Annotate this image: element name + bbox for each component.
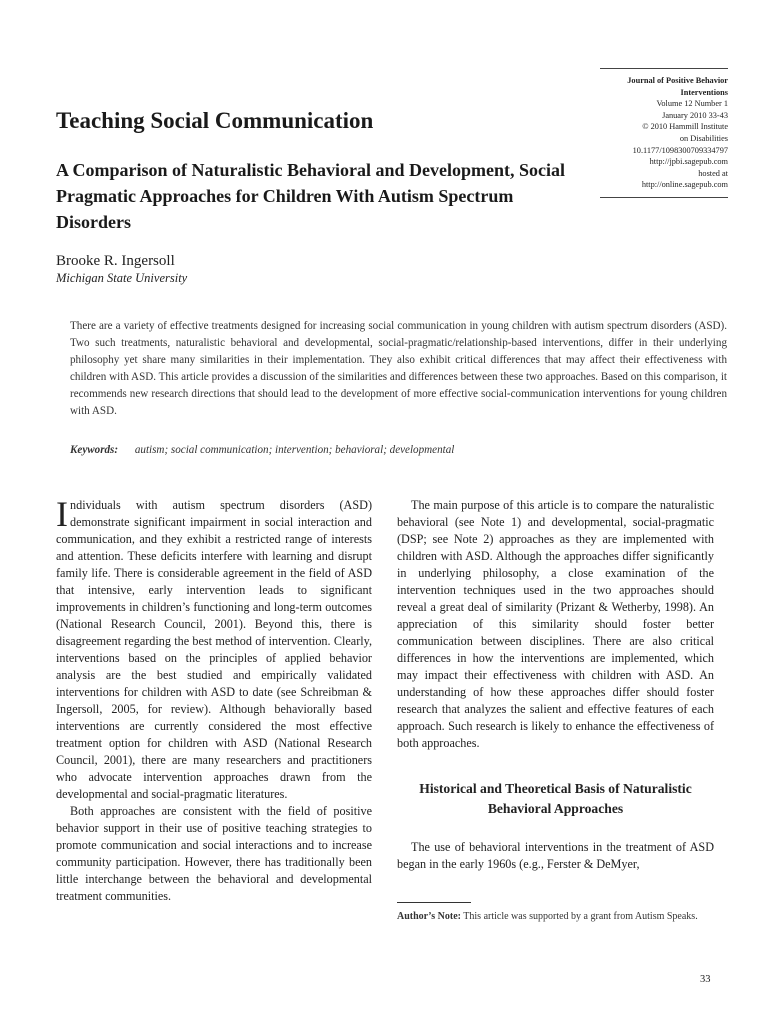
keywords-label: Keywords: — [70, 444, 119, 456]
journal-doi: 10.1177/1098300709334797 — [632, 145, 728, 155]
body-paragraph-1-text: ndividuals with autism spectrum disorders (ASD) demonstrate significant impairment in social interaction and communication, and they exhibit a restricted range of interests and attention. These deficits interfere with learning and disrupt family life. There is considerable agreement in the field of ASD that intensive, early intervention leads to significant improvements in children’s functioning and long-term outcomes (National Research Council, 2001). Beyond this, there is disagreement regarding the best method of intervention. Clearly, interventions based on the principles of applied behavior analysis are the best studied and empirically validated interventions for children with ASD to date (see Schreibman & Ingersoll, 2005, for review). Although behaviorally based interventions are currently considered the most effective treatment option for children with ASD (National Research Council, 2001), there are many researchers and practitioners who advocate intervention approaches drawn from the developmental and social-pragmatic literatures. — [56, 498, 372, 801]
authors-note-text: This article was supported by a grant from Autism Speaks. — [463, 911, 698, 922]
footnote-divider — [397, 902, 471, 903]
journal-host-url[interactable]: http://online.sagepub.com — [641, 180, 728, 190]
author-name: Brooke R. Ingersoll — [56, 253, 175, 269]
journal-volume: Volume 12 Number 1 — [656, 99, 728, 109]
body-column-right — [397, 497, 714, 873]
author-affiliation: Michigan State University — [56, 271, 188, 285]
keywords-text: autism; social communication; intervention; behavioral; developmental — [134, 444, 455, 456]
journal-hosted-at: hosted at — [698, 168, 728, 178]
section-heading: Historical and Theoretical Basis of Naturalistic Behavioral Approaches — [419, 781, 692, 816]
body-paragraph-1 — [56, 494, 372, 803]
body-column-left — [56, 494, 372, 905]
journal-info-box — [600, 68, 728, 198]
article-title: Teaching Social Communication — [56, 108, 374, 133]
journal-url[interactable]: http://jpbi.sagepub.com — [649, 157, 728, 167]
article-subtitle: A Comparison of Naturalistic Behavioral and Development, Social Pragmatic Approaches for Children With Autism Spectrum Disorders — [56, 160, 565, 232]
journal-name: Journal of Positive Behavior — [627, 76, 728, 85]
abstract: There are a variety of effective treatments designed for increasing social communication in young children with autism spectrum disorders (ASD). Two such treatments, naturalistic behavioral and developmental, social-pragmatic/relationship-based interventions, differ in their underlying philosophy yet share many similarities in their implementation. They also exhibit critical differences that may affect their effectiveness with children with ASD. This article provides a discussion of the similarities and differences between these two approaches. Based on this comparison, it recommends new research directions that should lead to the development of more effective social-communication interventions for young children with ASD. — [70, 320, 727, 417]
journal-name-2: Interventions — [680, 87, 728, 97]
keywords — [70, 444, 454, 456]
authors-note-label: Author’s Note: — [397, 911, 461, 922]
body-paragraph-4: The use of behavioral interventions in the treatment of ASD began in the early 1960s (e.g., Ferster & DeMyer, — [397, 840, 714, 871]
drop-cap: I — [56, 494, 68, 534]
journal-copyright-2: on Disabilities — [679, 133, 728, 143]
journal-copyright: © 2010 Hammill Institute — [642, 122, 728, 132]
authors-note — [397, 910, 714, 923]
body-paragraph-2: Both approaches are consistent with the field of positive behavior support in their use of positive teaching strategies to promote communication and social interactions and to increase community participation. However, there has traditionally been little interchange between the behavioral and developmental treatment communities. — [56, 804, 372, 903]
journal-date-pages: January 2010 33-43 — [662, 110, 728, 120]
body-paragraph-3: The main purpose of this article is to compare the naturalistic behavioral (see Note 1) and developmental, social-pragmatic (DSP; see Note 2) approaches as they are implemented with children with ASD. Although the approaches differ significantly in underlying philosophy, a close examination of the intervention techniques used in the two approaches should reveal a great deal of similarity (Prizant & Wetherby, 1998). An appreciation of this similarity should foster better communication between disciplines. There are also critical differences in how the interventions are implemented, which may impact their effectiveness with children with ASD. An understanding of how these approaches differ should foster research that analyzes the salient and effective features of each approach. Such research is likely to enhance the effectiveness of both approaches. — [397, 498, 714, 750]
page-number: 33 — [700, 974, 711, 985]
